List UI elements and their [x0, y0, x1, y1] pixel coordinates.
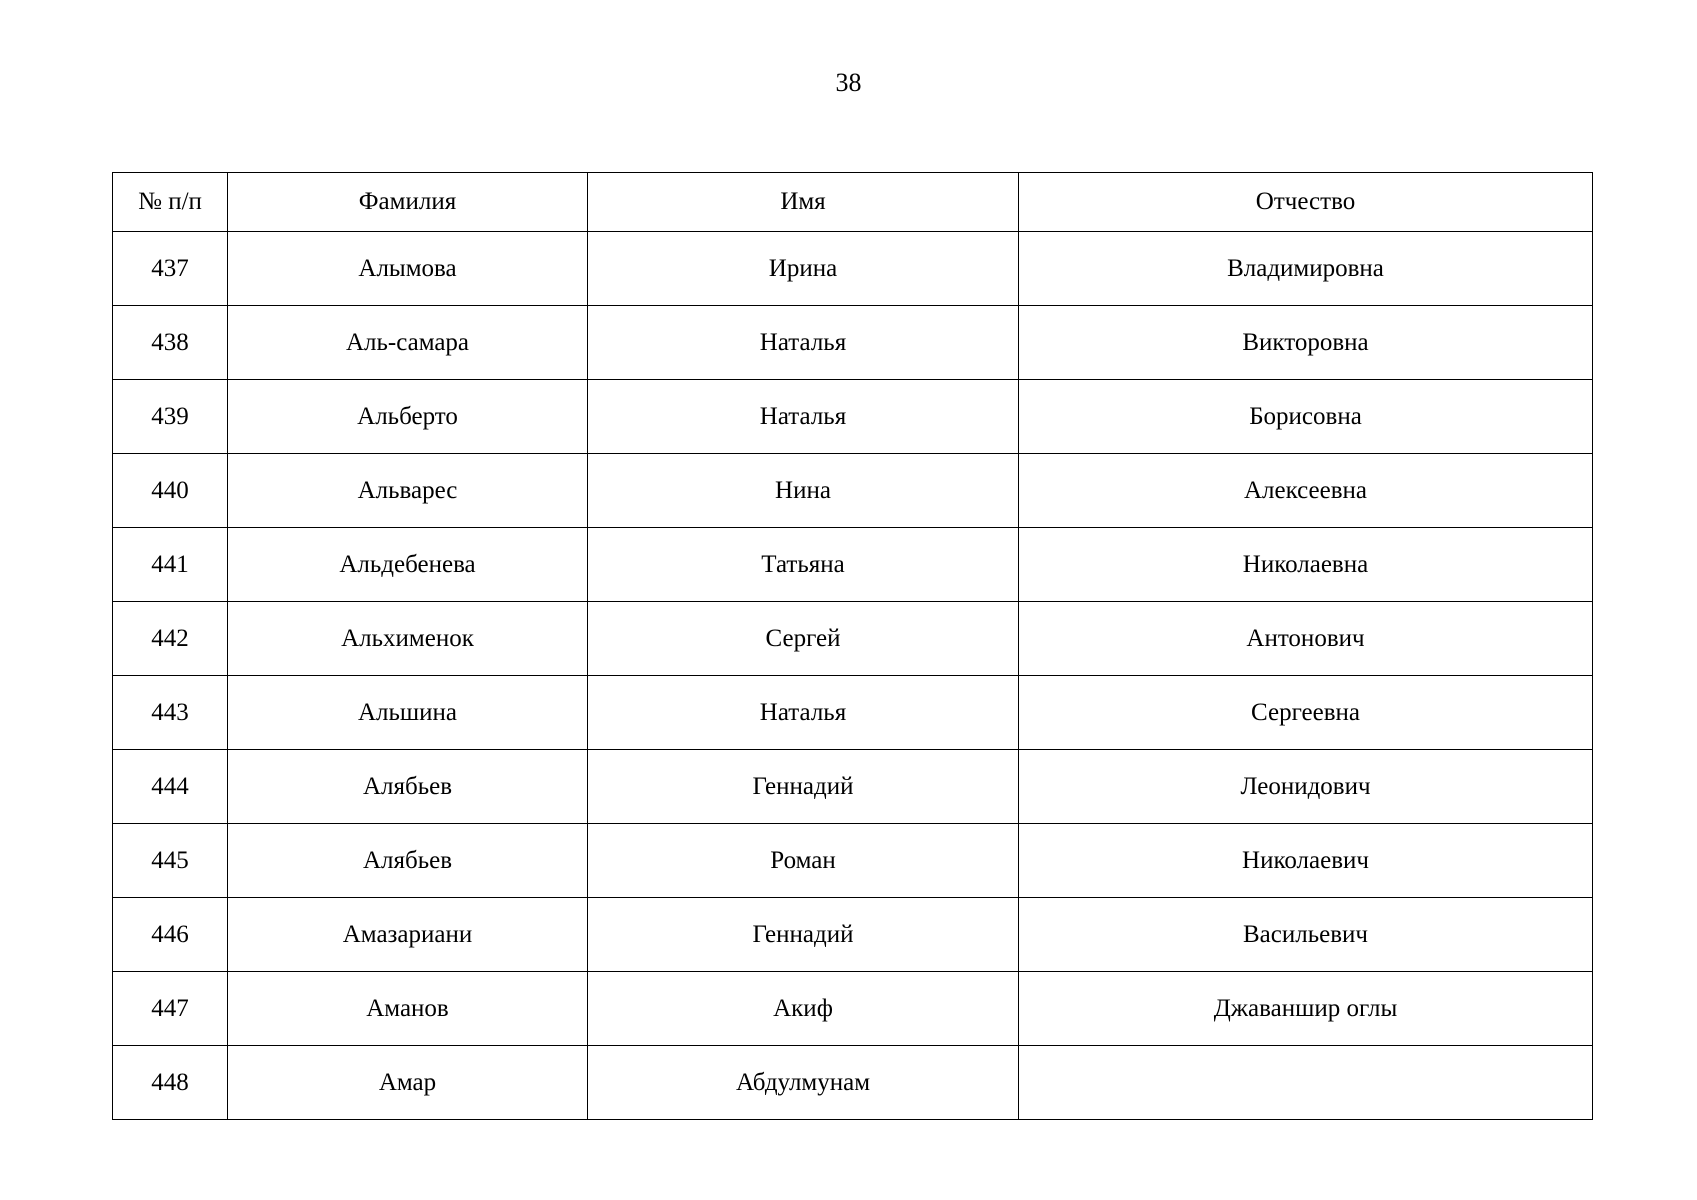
table-row — [113, 1046, 1593, 1120]
cell-patronymic: Алексеевна — [1019, 454, 1593, 528]
cell-patronymic: Борисовна — [1019, 380, 1593, 454]
cell-number: 441 — [113, 528, 228, 602]
cell-first-name: Татьяна — [588, 528, 1019, 602]
cell-number: 438 — [113, 306, 228, 380]
cell-last-name: Аль-самара — [228, 306, 588, 380]
cell-patronymic: Сергеевна — [1019, 676, 1593, 750]
cell-patronymic: Джаваншир оглы — [1019, 972, 1593, 1046]
cell-first-name: Наталья — [588, 306, 1019, 380]
cell-first-name: Геннадий — [588, 750, 1019, 824]
table-row — [113, 972, 1593, 1046]
cell-number: 439 — [113, 380, 228, 454]
cell-last-name: Амазариани — [228, 898, 588, 972]
cell-last-name: Амар — [228, 1046, 588, 1120]
cell-number: 443 — [113, 676, 228, 750]
cell-last-name: Аманов — [228, 972, 588, 1046]
cell-patronymic — [1019, 1046, 1593, 1120]
header-number: № п/п — [113, 173, 228, 232]
header-last-name: Фамилия — [228, 173, 588, 232]
cell-number: 440 — [113, 454, 228, 528]
cell-last-name: Алымова — [228, 232, 588, 306]
cell-first-name: Геннадий — [588, 898, 1019, 972]
cell-first-name: Наталья — [588, 380, 1019, 454]
cell-last-name: Альварес — [228, 454, 588, 528]
cell-last-name: Альшина — [228, 676, 588, 750]
cell-patronymic: Викторовна — [1019, 306, 1593, 380]
cell-patronymic: Николаевич — [1019, 824, 1593, 898]
cell-number: 448 — [113, 1046, 228, 1120]
cell-patronymic: Владимировна — [1019, 232, 1593, 306]
table-row — [113, 898, 1593, 972]
cell-last-name: Альдебенева — [228, 528, 588, 602]
cell-first-name: Ирина — [588, 232, 1019, 306]
table-row — [113, 676, 1593, 750]
cell-last-name: Альберто — [228, 380, 588, 454]
cell-first-name: Нина — [588, 454, 1019, 528]
cell-number: 437 — [113, 232, 228, 306]
cell-first-name: Акиф — [588, 972, 1019, 1046]
cell-first-name: Наталья — [588, 676, 1019, 750]
cell-number: 447 — [113, 972, 228, 1046]
cell-number: 444 — [113, 750, 228, 824]
cell-first-name: Сергей — [588, 602, 1019, 676]
cell-last-name: Алябьев — [228, 824, 588, 898]
page-number: 38 — [835, 68, 862, 97]
table-row — [113, 232, 1593, 306]
cell-last-name: Альхименок — [228, 602, 588, 676]
table-row — [113, 824, 1593, 898]
cell-patronymic: Антонович — [1019, 602, 1593, 676]
cell-number: 445 — [113, 824, 228, 898]
cell-first-name: Абдулмунам — [588, 1046, 1019, 1120]
table-header-row — [113, 173, 1593, 232]
table-row — [113, 750, 1593, 824]
cell-patronymic: Николаевна — [1019, 528, 1593, 602]
cell-last-name: Алябьев — [228, 750, 588, 824]
header-patronymic: Отчество — [1019, 173, 1593, 232]
cell-number: 446 — [113, 898, 228, 972]
table-row — [113, 380, 1593, 454]
cell-patronymic: Васильевич — [1019, 898, 1593, 972]
table-row — [113, 528, 1593, 602]
table-row — [113, 306, 1593, 380]
cell-number: 442 — [113, 602, 228, 676]
table-row — [113, 602, 1593, 676]
roster-table — [112, 172, 1593, 1120]
cell-first-name: Роман — [588, 824, 1019, 898]
header-first-name: Имя — [588, 173, 1019, 232]
cell-patronymic: Леонидович — [1019, 750, 1593, 824]
table-row — [113, 454, 1593, 528]
